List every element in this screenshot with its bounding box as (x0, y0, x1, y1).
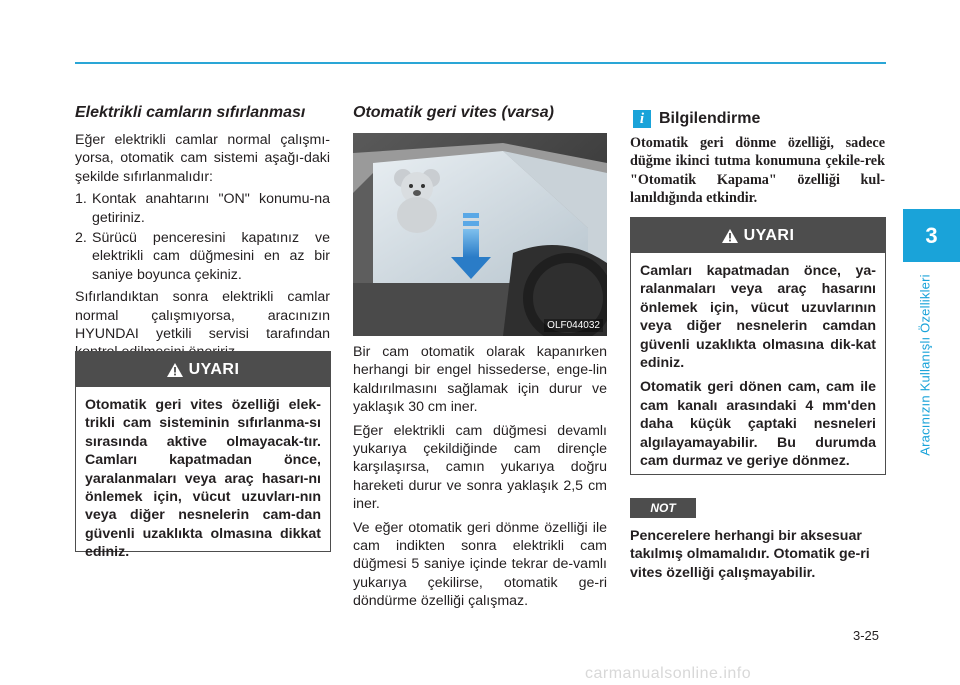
auto-reverse-p3: Ve eğer otomatik geri dönme özelliği ile cam indikten sonra elektrikli cam düğmesi 5 saniye içinde tekrar de-vamlı yukarıya çekilirse, otomatik ge-ri döndürme özelliği çalışmaz. (353, 519, 607, 610)
section-heading-auto-reverse: Otomatik geri vites (varsa) (353, 104, 554, 121)
chapter-tab[interactable]: 3 (903, 209, 960, 262)
list-item: 2. Sürücü penceresini kapatınız ve elektrikli cam düğmesini en az bir saniye boyunca çekiniz. (75, 230, 330, 283)
image-caption: OLF044032 (544, 319, 603, 332)
page-number: 3-25 (853, 628, 880, 643)
note-text: Pencerelere herhangi bir aksesuar takılmış olmamalıdır. Otomatik ge-ri vites özelliği çalışmayabilir. (630, 528, 870, 581)
list-item: 1. Kontak anahtarını "ON" konumu-na getiriniz. (75, 191, 330, 226)
reset-steps (75, 190, 330, 284)
warning-text-1: Camları kapatmadan önce, ya-ralanmaları veya araç hasarını önlemek için, vücut uzuvlarının veya diğer nesnelerin camdan güvenli uzaklıkta olmasına dik-kat ediniz. (640, 263, 876, 372)
warning-box-right (630, 217, 886, 475)
chapter-side-title: Aracınızın Kullanışlı Özellikleri (917, 274, 933, 456)
left-column (75, 104, 330, 362)
warning-title: UYARI (188, 360, 240, 378)
warning-text: Otomatik geri vites özelliği elek-trikli cam sisteminin sıfırlanma-sı sırasında aktive olmayacak-tır. Camları kapatmadan önce, yaralanmaları veya araç hasarı-nı önlemek için, vücut uzuvları-nın veya diğer nesnelerin cam-dan güvenli uzaklıkta olmasına dikkat ediniz. (85, 397, 321, 561)
reset-after: Sıfırlandıktan sonra elektrikli camlar normal çalışmıyorsa, aracınızın HYUNDAI yetkili servisi tarafından (75, 289, 330, 343)
note-badge: NOT (630, 498, 696, 518)
warning-text-2: Otomatik geri dönen cam, cam ile cam kanalı arasındaki 4 mm'den daha küçük çaptaki nesneleri algılayamayabilir. Bu durumda cam durmaz ve geriye dönmez. (640, 379, 876, 470)
header-rule (75, 62, 886, 64)
warning-triangle-icon (167, 363, 183, 377)
auto-reverse-p2: Eğer elektrikli cam düğmesi devamlı yukarıya çekildiğinde cam dirençle karşılaşırsa, camın yukarıya doğru hareketi durur ve sonra yaklaşık 2,5 cm iner. (353, 422, 607, 513)
info-icon: i (633, 110, 651, 128)
car-window-illustration (353, 133, 607, 336)
warning-triangle-icon (722, 229, 738, 243)
car-window-image (353, 133, 607, 336)
info-text: Otomatik geri dönme özelliği, sadece düğme ikinci tutma konumuna çekile-rek "Otomatik Kapama" özelliği kul-lanıldığında etkindir. (630, 135, 885, 207)
auto-reverse-p1: Bir cam otomatik olarak kapanırken herhangi bir engel hissederse, enge-lin kaldırılmasını sağlamak için durur ve yaklaşık 30 cm iner. (353, 344, 607, 416)
warning-box-left (75, 351, 331, 561)
warning-header (631, 218, 885, 253)
reset-intro: Eğer elektrikli camlar normal çalışmı-yorsa, otomatik cam sistemi aşağı-daki şekilde sıfırlanmalıdır: (75, 132, 330, 185)
section-heading-reset: Elektrikli camların sıfırlanması (75, 104, 306, 121)
info-title: Bilgilendirme (659, 110, 761, 127)
watermark: carmanualsonline.info (585, 665, 752, 682)
warning-title: UYARI (743, 226, 795, 244)
middle-column-text (353, 343, 607, 611)
warning-header (76, 352, 330, 387)
